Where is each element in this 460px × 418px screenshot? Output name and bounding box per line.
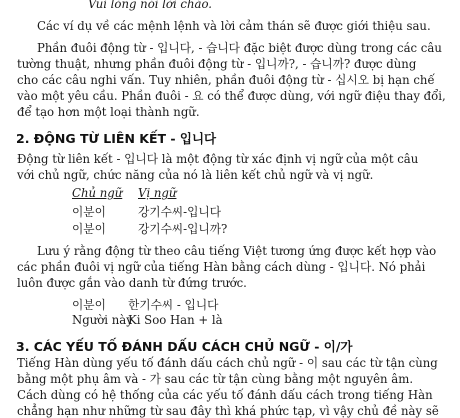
example-korean-subject: 이분이 [72, 298, 106, 312]
paragraph-1-line-6: để tạo hơn một loại thành ngữ. [17, 105, 200, 119]
section-heading-subject-markers: 3. CÁC YẾU TỐ ĐÁNH DẤU CÁCH CHỦ NGỮ - 이/가 [16, 339, 353, 354]
paragraph-2-line-2: với chủ ngữ, chức năng của nó là liên kết chủ ngữ và vị ngữ. [17, 168, 374, 182]
table-header-subject: Chủ ngữ [72, 186, 123, 200]
paragraph-3-line-2: các phần đuôi vị ngữ của tiếng Hàn bằng cách dùng - 입니다. Nó phải [17, 260, 426, 274]
table-row-2-subject: 이분이 [72, 222, 106, 236]
table-row-1-subject: 이분이 [72, 205, 106, 219]
paragraph-4-line-2: bằng một phụ âm và - 가 sau các từ tận cùng bằng một nguyên âm. [17, 372, 414, 386]
table-row-2-predicate: 강기수씨-입니까? [138, 222, 228, 236]
example-gloss-predicate: Ki Soo Han + là [128, 313, 223, 327]
table-row-1-predicate: 강기수씨-입니다 [138, 205, 221, 219]
paragraph-3-line-1: Lưu ý rằng động từ theo câu tiếng Việt tương ứng được kết hợp vào [37, 244, 437, 258]
paragraph-1-line-4: cho các câu nghi vấn. Tuy nhiên, phần đuôi động từ - 십시오 bị hạn chế [17, 73, 435, 87]
paragraph-2-line-1: Động từ liên kết - 입니다 là một động từ xác định vị ngữ của một câu [17, 152, 419, 166]
section-heading-linking-verb: 2. ĐỘNG TỪ LIÊN KẾT - 입니다 [16, 131, 217, 146]
table-header-predicate: Vị ngữ [138, 186, 177, 200]
example-gloss-subject: Người này [72, 313, 133, 327]
paragraph-1-line-5: vào một yêu cầu. Phần đuôi - 요 có thể được dùng, với ngữ điệu thay đổi, [17, 89, 446, 103]
paragraph-4-line-4: chẳng hạn như những từ sau đây thì khá phức tạp, vì vậy chủ đề này sẽ [17, 404, 439, 418]
paragraph-4-line-1: Tiếng Hàn dùng yếu tố đánh dấu cách chủ ngữ - 이 sau các từ tận cùng [17, 356, 438, 370]
paragraph-4-line-3: Cách dùng có hệ thống của các yếu tố đánh dấu cách trong tiếng Hàn [17, 388, 433, 402]
paragraph-1-line-2: Phần đuôi động từ - 입니다, - 습니다 đặc biệt được dùng trong các câu [37, 41, 442, 55]
paragraph-1-line-3: tường thuật, nhưng phần đuôi động từ - 입니까?, - 습니까? được dùng [17, 57, 417, 71]
example-korean-predicate: 한기수씨 - 입니다 [128, 298, 219, 312]
paragraph-1-line-1: Các ví dụ về các mệnh lệnh và lời cảm thán sẽ được giới thiệu sau. [37, 19, 431, 33]
paragraph-3-line-3: luôn được gắn vào danh từ đứng trước. [17, 276, 247, 290]
example-sentence-top: Vui lòng nói lời chào. [88, 0, 213, 11]
